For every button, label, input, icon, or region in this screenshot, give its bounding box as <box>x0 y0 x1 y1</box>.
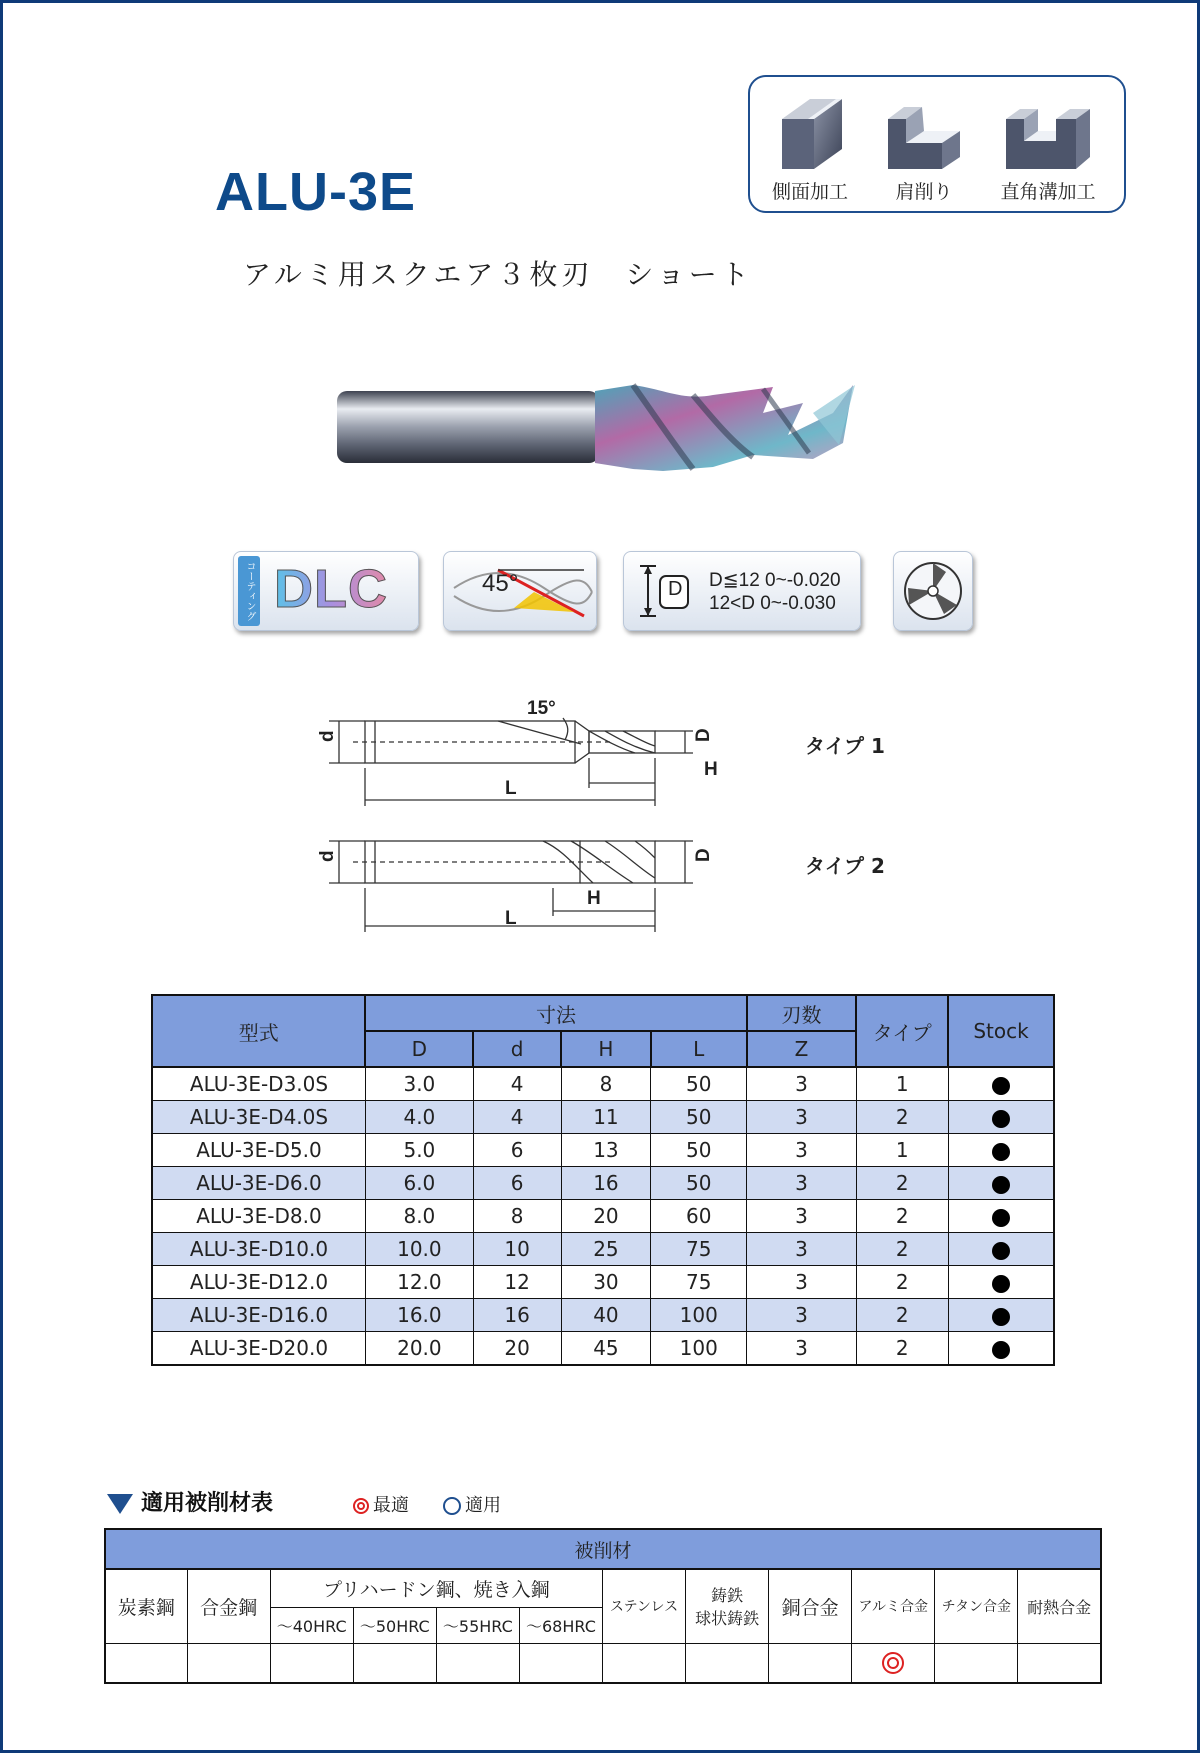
materials-heading: 適用被削材表 <box>107 1486 273 1517</box>
materials-table <box>104 1528 1102 1684</box>
header-L: L <box>651 1031 747 1067</box>
in-stock-dot-icon <box>992 1077 1010 1095</box>
in-stock-dot-icon <box>992 1143 1010 1161</box>
helix-angle-badge <box>443 551 597 631</box>
header-type: タイプ <box>856 995 948 1067</box>
operation-side-milling: 側面加工 <box>772 91 848 204</box>
col-alloy-steel: 合金鋼 <box>187 1569 270 1643</box>
neck-angle-label: 15° <box>527 698 556 719</box>
in-stock-dot-icon <box>992 1341 1010 1359</box>
table-row: ALU-3E-D3.0S 3.0 4 8 50 3 1 <box>152 1067 1054 1101</box>
header-H: H <box>561 1031 651 1067</box>
header-stock: Stock <box>948 995 1054 1067</box>
col-stainless: ステンレス <box>602 1569 685 1643</box>
table-row: ALU-3E-D16.0 16.0 16 40 100 3 2 <box>152 1299 1054 1332</box>
legend-best: 最適 <box>353 1491 409 1517</box>
table-row: ALU-3E-D10.0 10.0 10 25 75 3 2 <box>152 1233 1054 1266</box>
materials-title: 被削材 <box>105 1529 1101 1569</box>
three-flute-cross-section-icon <box>894 552 972 630</box>
cut-D-label-2: D <box>693 848 714 862</box>
side-milling-icon <box>772 91 848 171</box>
flute-H-label-2: H <box>587 888 601 909</box>
header-D: D <box>365 1031 473 1067</box>
in-stock-dot-icon <box>992 1242 1010 1260</box>
header-flutes: 刃数 <box>747 995 857 1031</box>
tolerance-line-1: D≦12 0~-0.020 <box>709 570 841 591</box>
operations-box <box>748 75 1126 213</box>
shoulder-milling-icon <box>882 91 966 171</box>
tolerance-line-2: 12<D 0~-0.030 <box>709 593 836 614</box>
table-row: ALU-3E-D5.0 5.0 6 13 50 3 1 <box>152 1134 1054 1167</box>
header-model: 型式 <box>152 995 365 1067</box>
col-heat-resistant: 耐熱合金 <box>1018 1569 1101 1643</box>
operation-slotting: 直角溝加工 <box>1000 91 1096 204</box>
type-2-label: タイプ 2 <box>805 854 885 878</box>
in-stock-dot-icon <box>992 1275 1010 1293</box>
double-circle-icon <box>353 1498 369 1514</box>
in-stock-dot-icon <box>992 1176 1010 1194</box>
col-aluminum-alloy: アルミ合金 <box>852 1569 935 1643</box>
table-row: ALU-3E-D8.0 8.0 8 20 60 3 2 <box>152 1200 1054 1233</box>
legend-applicable: 適用 <box>443 1491 501 1517</box>
spec-table <box>151 994 1055 1366</box>
length-L-label-2: L <box>505 908 517 929</box>
col-hrc68: ～68HRC <box>519 1607 602 1643</box>
section-triangle-icon <box>107 1494 133 1514</box>
tolerance-badge <box>623 551 861 631</box>
coating-badge <box>233 551 419 631</box>
cut-D-label-1: D <box>693 728 714 742</box>
helix-angle-icon <box>444 552 596 630</box>
header-dimensions: 寸法 <box>365 995 746 1031</box>
in-stock-dot-icon <box>992 1110 1010 1128</box>
flute-count-badge <box>893 551 973 631</box>
product-title: ALU-3E <box>215 162 417 222</box>
in-stock-dot-icon <box>992 1209 1010 1227</box>
best-rating-icon <box>882 1652 904 1674</box>
col-cast-iron: 鋳鉄 球状鋳鉄 <box>686 1569 769 1643</box>
diameter-symbol-icon <box>634 552 694 630</box>
in-stock-dot-icon <box>992 1308 1010 1326</box>
shank-d-label-2: d <box>317 850 338 862</box>
table-row: ALU-3E-D4.0S 4.0 4 11 50 3 2 <box>152 1101 1054 1134</box>
table-row: ALU-3E-D6.0 6.0 6 16 50 3 2 <box>152 1167 1054 1200</box>
tolerance-symbol: D <box>668 578 683 600</box>
col-prehardened: プリハードン鋼、焼き入鋼 <box>270 1569 602 1607</box>
col-hrc55: ～55HRC <box>436 1607 519 1643</box>
dimension-drawing <box>313 688 773 938</box>
shank-d-label-1: d <box>317 730 338 742</box>
type-1-label: タイプ 1 <box>805 734 885 758</box>
end-mill-product-image <box>333 373 863 483</box>
header-d: d <box>473 1031 561 1067</box>
circle-icon <box>443 1497 461 1515</box>
col-hrc50: ～50HRC <box>353 1607 436 1643</box>
helix-angle-value: 45° <box>482 570 519 597</box>
operation-shoulder-milling: 肩削り <box>882 91 966 204</box>
table-row: ALU-3E-D12.0 12.0 12 30 75 3 2 <box>152 1266 1054 1299</box>
length-L-label-1: L <box>505 778 517 799</box>
col-hrc40: ～40HRC <box>270 1607 353 1643</box>
product-subtitle: アルミ用スクエア３枚刃 ショート <box>243 258 753 291</box>
flute-H-label-1: H <box>704 759 718 780</box>
col-carbon-steel: 炭素鋼 <box>105 1569 187 1643</box>
col-titanium-alloy: チタン合金 <box>935 1569 1018 1643</box>
header-Z: Z <box>747 1031 857 1067</box>
slotting-icon <box>1000 91 1096 171</box>
coating-name: DLC <box>274 559 388 619</box>
col-copper-alloy: 銅合金 <box>769 1569 852 1643</box>
table-row: ALU-3E-D20.0 20.0 20 45 100 3 2 <box>152 1332 1054 1366</box>
coating-tag: コーティング <box>238 556 260 626</box>
rating-row <box>105 1643 1101 1683</box>
